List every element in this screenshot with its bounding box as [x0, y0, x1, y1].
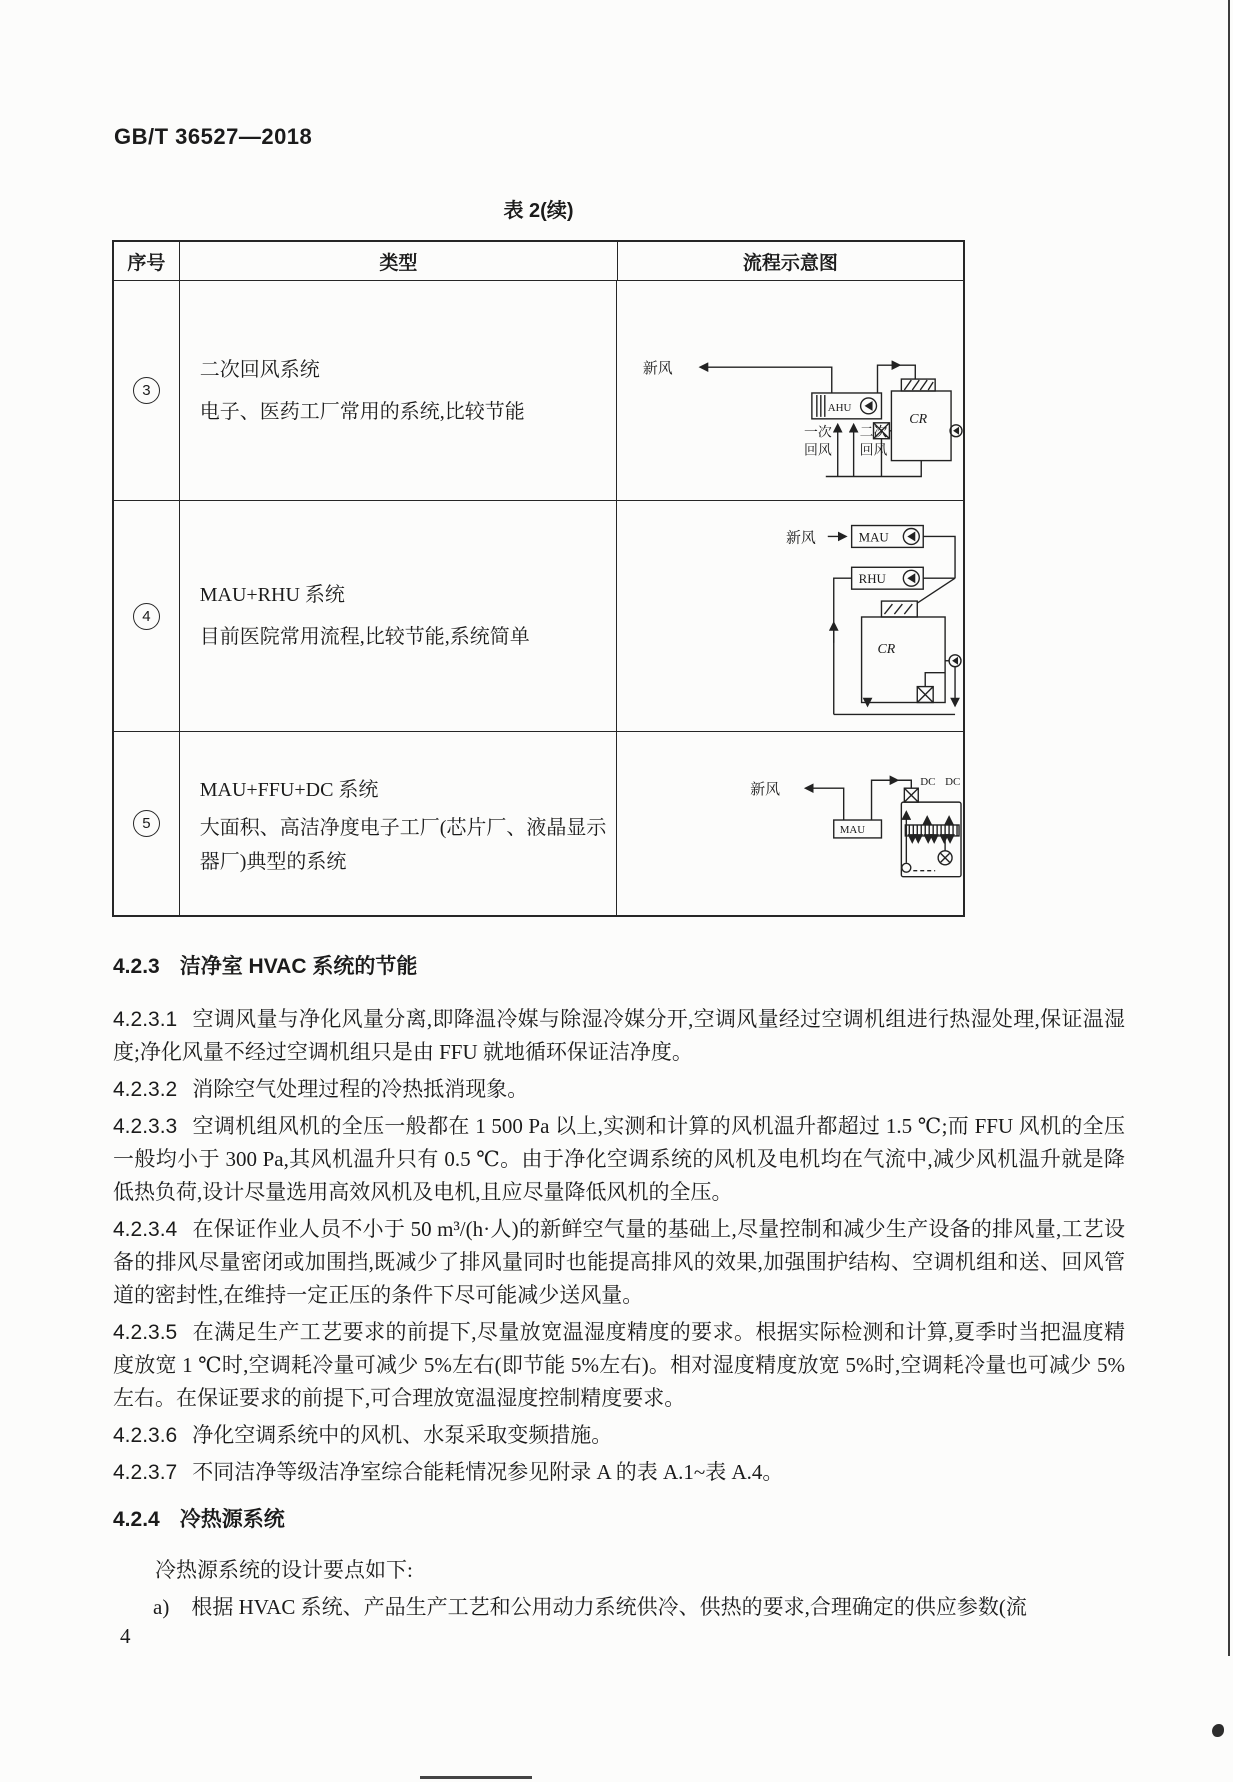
row-diagram-cell: [617, 501, 963, 731]
type-title: MAU+RHU 系统: [199, 584, 345, 606]
clause-text: 空调风量与净化风量分离,即降温冷媒与除湿冷媒分开,空调风量经过空调机组进行热湿处理,保证温湿度;净化风量不经过空调机组只是由 FFU 就地循环保证洁净度。: [113, 1007, 1125, 1064]
mau-label: MAU: [858, 529, 889, 545]
paragraph-4-2-3-3: [113, 1110, 1125, 1209]
table-title: 表 2(续): [503, 200, 574, 222]
col-header-seq: 序号: [114, 242, 180, 280]
list-item-text: 根据 HVAC 系统、产品生产工艺和公用动力系统供冷、供热的要求,合理确定的供应参数(流: [191, 1595, 1027, 1619]
row-type-cell: [180, 501, 617, 731]
col-header-type: 类型: [180, 242, 618, 280]
fresh-air-label: 新风: [750, 782, 781, 799]
dry-coil-label: DC: [920, 776, 936, 789]
clause-number: 4.2.3.2: [113, 1078, 178, 1101]
table-header-row: [114, 242, 963, 281]
row-diagram-cell: [617, 732, 963, 915]
clause-text: 在满足生产工艺要求的前提下,尽量放宽温湿度精度的要求。根据实际检测和计算,夏季时当把温度精度放宽 1 ℃时,空调耗冷量可减少 5%左右(即节能 5%左右)。相对湿度精度放宽 5%时,空调耗冷量也可减少 5%左右。在保证要求的前提下,可合理放宽温湿度控制精度要求。: [113, 1320, 1125, 1410]
primary-return-label-1: 一次: [803, 425, 832, 441]
clause-text: 消除空气处理过程的冷热抵消现象。: [192, 1077, 529, 1101]
scan-artifact-ink-blob: [1212, 1724, 1224, 1737]
clause-number: 4.2.3.1: [113, 1008, 178, 1031]
row-type-cell: [180, 732, 617, 915]
circled-number: 3: [133, 377, 160, 404]
type-desc: 目前医院常用流程,比较节能,系统简单: [199, 626, 530, 648]
clause-number: 4.2.3.7: [113, 1461, 178, 1484]
table-row: [114, 732, 963, 915]
fresh-air-label: 新风: [642, 361, 673, 378]
clause-number: 4.2.3.6: [113, 1424, 178, 1447]
row-type-cell: [180, 281, 617, 500]
row-seq-cell: [114, 732, 180, 915]
section-number: 4.2.4: [113, 1508, 160, 1531]
clause-number: 4.2.3.3: [113, 1115, 178, 1138]
type-desc: 电子、医药工厂常用的系统,比较节能: [199, 400, 525, 423]
clause-text: 不同洁净等级洁净室综合能耗情况参见附录 A 的表 A.1~表 A.4。: [192, 1460, 784, 1484]
type-desc: 大面积、高洁净度电子工厂(芯片厂、液晶显示器厂)典型的系统: [199, 816, 607, 873]
table-2-continued: [112, 240, 965, 917]
clause-number: 4.2.3.4: [113, 1218, 178, 1241]
cleanroom-label: CR: [909, 411, 928, 427]
section-intro: 冷热源系统的设计要点如下:: [155, 1558, 413, 1582]
col-header-diagram: 流程示意图: [742, 252, 838, 274]
primary-return-label-2: 回风: [803, 443, 832, 459]
row-seq-cell: [114, 501, 180, 731]
secondary-return-label-1: 二次: [859, 425, 888, 441]
section-title: 冷热源系统: [179, 1508, 285, 1531]
section-heading-4-2-3: [113, 950, 1125, 983]
fresh-air-label: 新风: [786, 530, 816, 547]
paragraph-4-2-3-7: [113, 1456, 1125, 1489]
paragraph-4-2-3-4: [113, 1213, 1125, 1312]
section-title: 洁净室 HVAC 系统的节能: [179, 955, 418, 978]
paragraph-4-2-3-6: [113, 1419, 1125, 1452]
paragraph-4-2-3-5: [113, 1316, 1125, 1415]
cleanroom-label: CR: [877, 641, 896, 657]
list-item-a: [153, 1591, 1125, 1624]
clause-text: 在保证作业人员不小于 50 m³/(h·人)的新鲜空气量的基础上,尽量控制和减少生产设备的排风量,工艺设备的排风尽量密闭或加围挡,既减少了排风量同时也能提高排风的效果,加强围护结构、空调机组和送、回风管道的密封性,在维持一定正压的条件下尽可能减少送风量。: [113, 1217, 1125, 1307]
circled-number: 5: [133, 810, 160, 837]
ahu-label: AHU: [827, 401, 852, 414]
table-row: [114, 281, 963, 501]
circled-number: 4: [133, 603, 160, 630]
secondary-return-system-diagram: [617, 281, 963, 500]
section-heading-4-2-4: [113, 1503, 1125, 1536]
section-number: 4.2.3: [113, 955, 160, 978]
rhu-label: RHU: [858, 571, 886, 587]
list-item-label: a): [153, 1595, 170, 1619]
page-number: 4: [120, 1624, 131, 1648]
table-row: [114, 501, 963, 732]
paragraph-4-2-3-2: [113, 1073, 1125, 1106]
mau-label: MAU: [839, 823, 866, 836]
clause-text: 空调机组风机的全压一般都在 1 500 Pa 以上,实测和计算的风机温升都超过 1.5 ℃;而 FFU 风机的全压一般均小于 300 Pa,其风机温升只有 0.5 ℃。由于净化空调系统的风机及电机均在气流中,减少风机温升就是降低热负荷,设计尽量选用高效风机及电机,且应尽量降低风机的全压。: [113, 1114, 1125, 1204]
row-seq-cell: [114, 281, 180, 500]
paragraph-4-2-3-1: [113, 1003, 1125, 1069]
type-title: 二次回风系统: [199, 358, 320, 381]
row-diagram-cell: [617, 281, 963, 500]
mau-rhu-system-diagram: [617, 501, 963, 731]
secondary-return-label-2: 回风: [859, 443, 888, 459]
scan-artifact-bottom-line: [420, 1776, 532, 1779]
body-text: [113, 950, 1125, 1628]
dry-coil-label: DC: [945, 776, 961, 789]
standard-number: GB/T 36527—2018: [114, 124, 313, 149]
type-title: MAU+FFU+DC 系统: [199, 778, 379, 801]
clause-number: 4.2.3.5: [113, 1321, 178, 1344]
scan-artifact-right-edge: [1228, 0, 1230, 1656]
clause-text: 净化空调系统中的风机、水泵采取变频措施。: [192, 1423, 613, 1447]
mau-ffu-dc-system-diagram: [617, 732, 963, 915]
